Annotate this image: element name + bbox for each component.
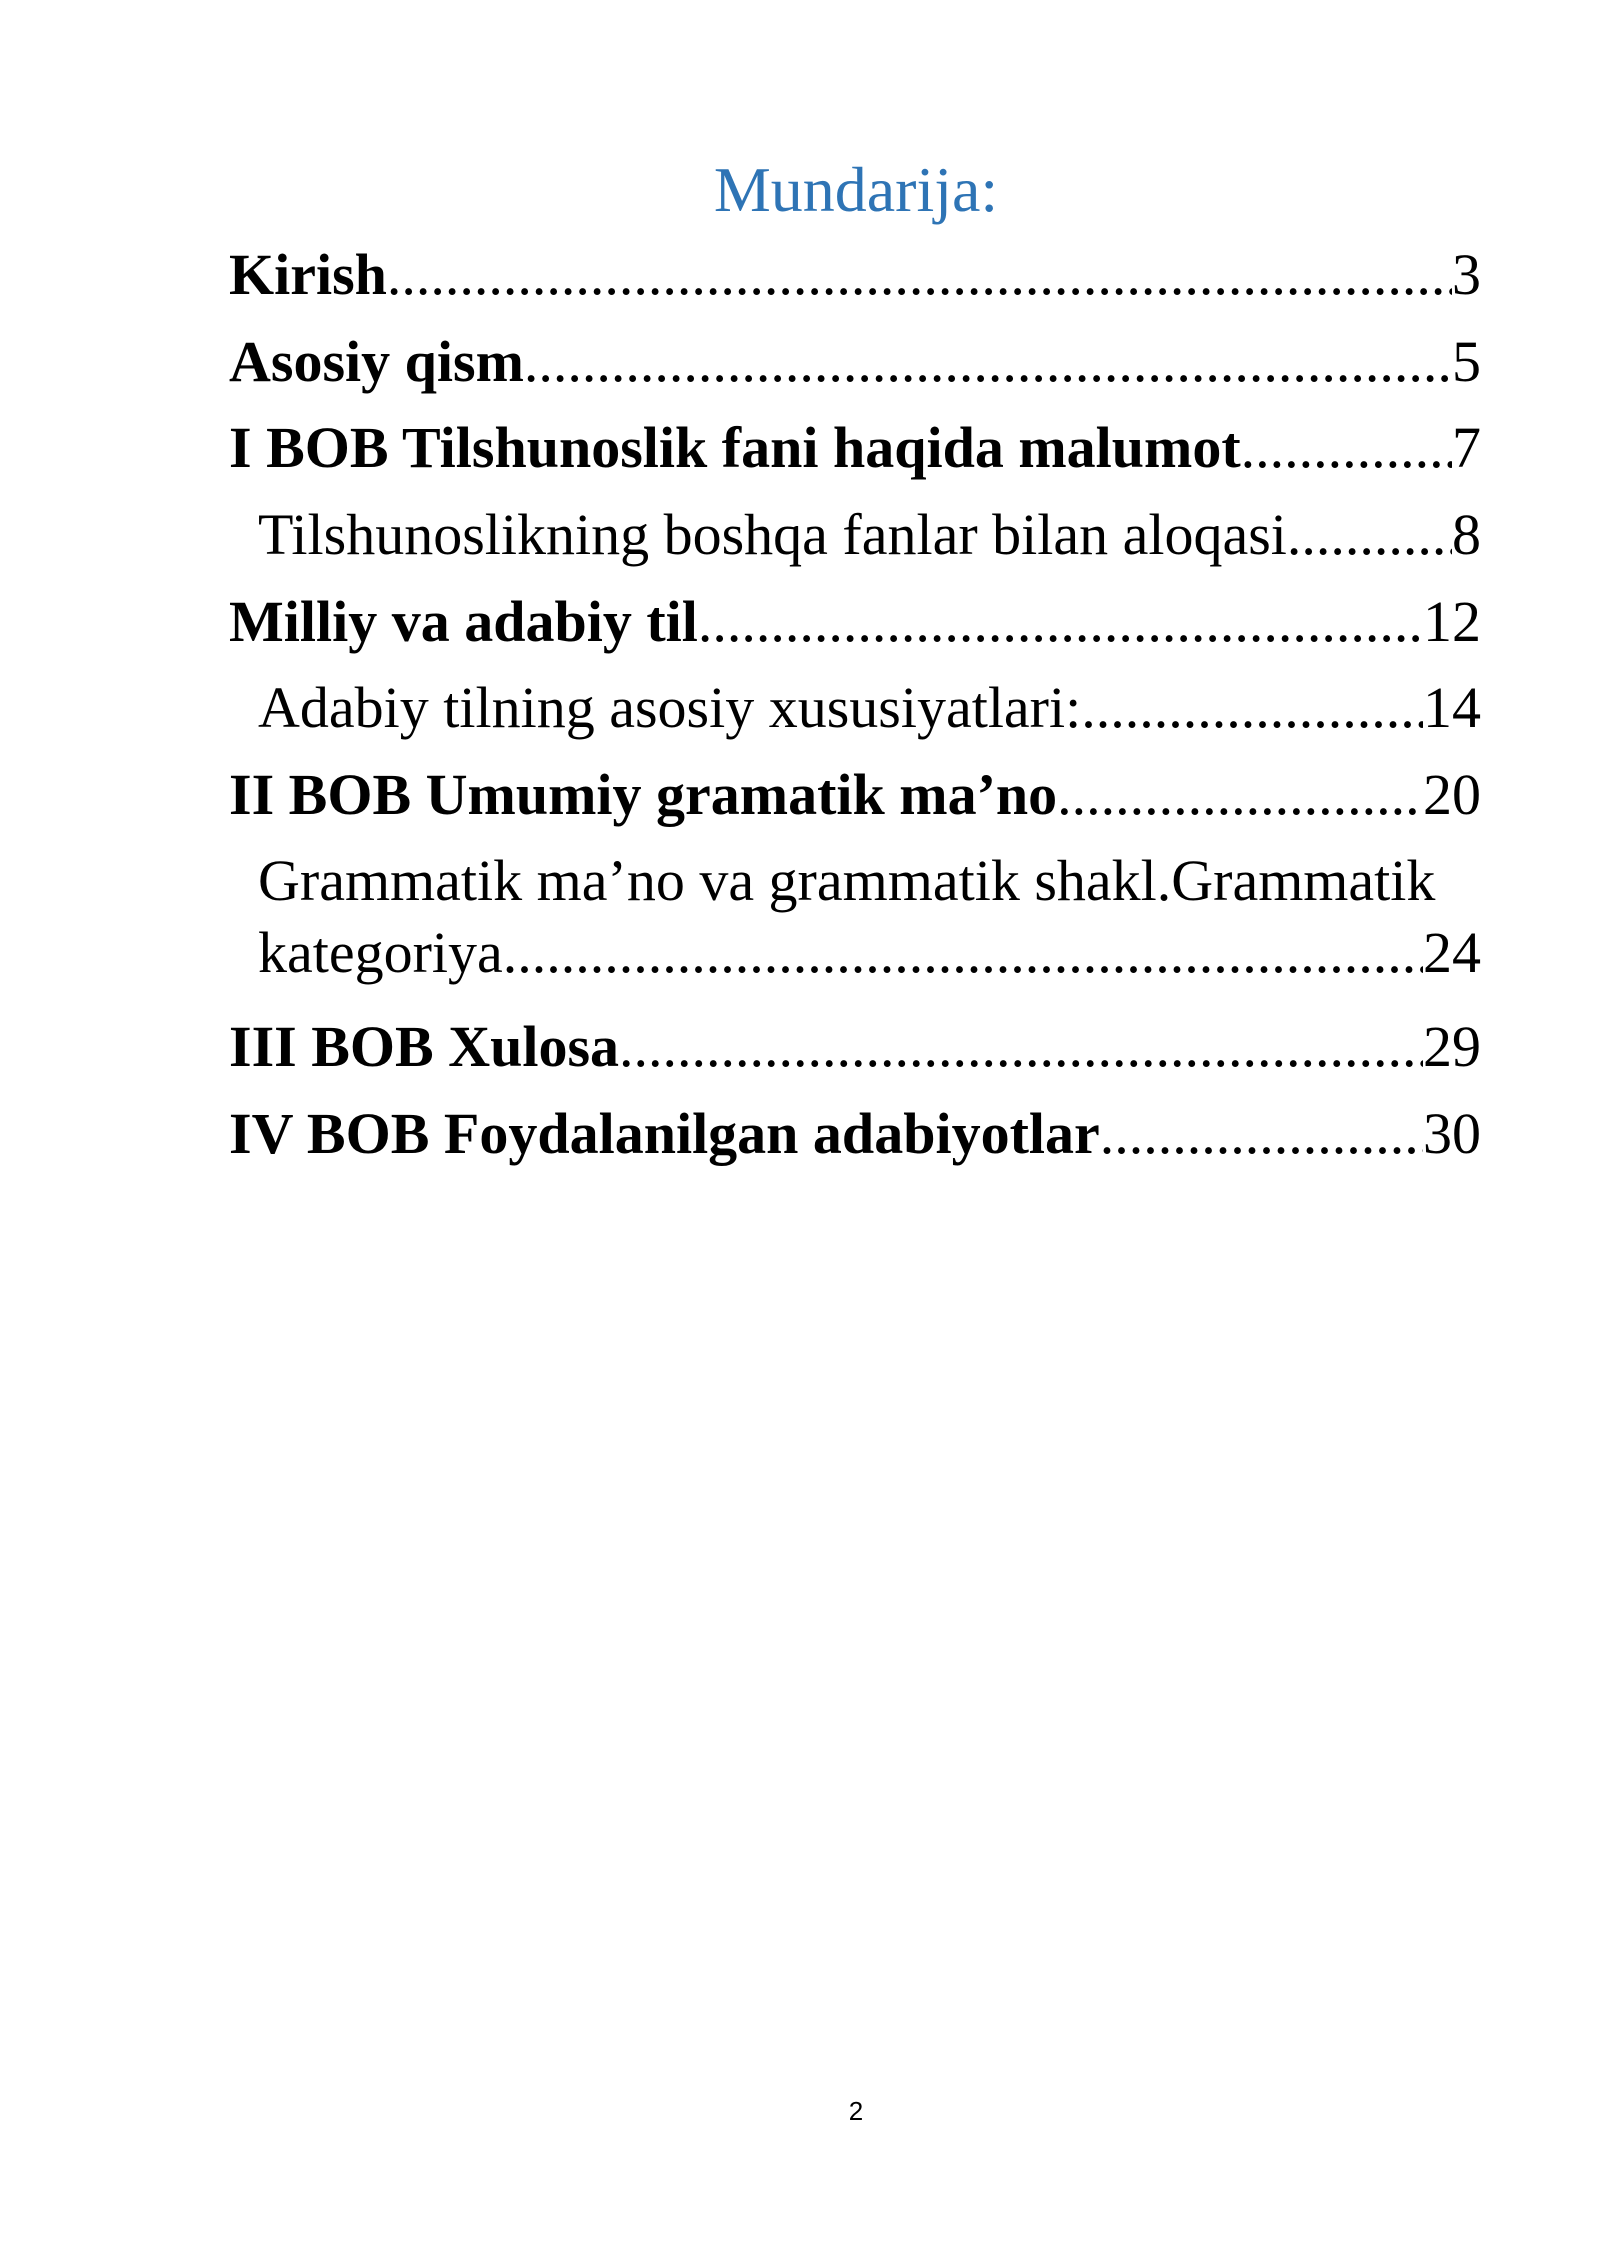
toc-entry-page: 29 (1423, 1013, 1481, 1079)
toc-dot-leader (387, 232, 1452, 319)
toc-entry-iv-bob[interactable] (229, 1091, 1481, 1178)
toc-dot-leader (503, 917, 1423, 989)
toc-entry-milliy-adabiy-til[interactable] (229, 579, 1481, 666)
toc-entry-page: 30 (1423, 1100, 1481, 1166)
toc-entry-page: 20 (1423, 762, 1481, 828)
toc-entry-ii-bob[interactable] (229, 752, 1481, 839)
toc-entry-page: 8 (1452, 502, 1481, 568)
toc-entry-label: IV BOB Foydalanilgan adabiyotlar (229, 1100, 1100, 1166)
toc-dot-leader (524, 319, 1452, 406)
toc-entry-label: III BOB Xulosa (229, 1013, 620, 1079)
toc-entry-label: I BOB Tilshunoslik fani haqida malumot (229, 415, 1241, 481)
toc-entry-label: Kirish (229, 242, 387, 307)
toc-entry-page: 5 (1452, 328, 1481, 394)
toc-entry-label-line2: kategoriya (258, 919, 503, 985)
toc-dot-leader (1057, 752, 1423, 839)
toc-entry-page: 14 (1423, 675, 1481, 741)
toc-dot-leader (1241, 405, 1452, 492)
toc-entry-page: 3 (1452, 242, 1481, 307)
toc-dot-leader (1100, 1091, 1423, 1178)
toc-entry-grammatik-kategoriya[interactable] (229, 839, 1481, 1004)
toc-entry-asosiy-qism[interactable] (229, 319, 1481, 406)
toc-entry-page: 24 (1423, 919, 1481, 985)
toc-entry-label-line1: Grammatik ma’no va grammatik shakl.Grammatik (258, 847, 1436, 913)
toc-dot-leader (619, 1004, 1423, 1091)
toc-entry-page: 7 (1452, 415, 1481, 481)
toc-title: Mundarija: (713, 154, 999, 225)
toc-entry-i-bob[interactable] (229, 405, 1481, 492)
page-number: 2 (848, 2096, 864, 2126)
table-of-contents (229, 232, 1481, 1177)
toc-entry-label: Asosiy qism (229, 328, 524, 394)
toc-entry-iii-bob[interactable] (229, 1004, 1481, 1091)
toc-entry-line2 (258, 917, 1481, 989)
toc-entry-label: II BOB Umumiy gramatik ma’no (229, 762, 1058, 828)
toc-entry-label: Adabiy tilning asosiy xususiyatlari: (258, 675, 1082, 741)
toc-entry-label: Milliy va adabiy til (229, 588, 698, 654)
toc-dot-leader (1287, 492, 1452, 579)
toc-entry-kirish[interactable] (229, 232, 1481, 319)
toc-dot-leader (698, 579, 1423, 666)
toc-entry-label: Tilshunoslikning boshqa fanlar bilan aloqasi (258, 502, 1287, 568)
toc-entry-tilshunoslik-aloqasi[interactable] (229, 492, 1481, 579)
toc-entry-adabiy-til-xususiyatlari[interactable] (229, 665, 1481, 752)
toc-entry-page: 12 (1423, 588, 1481, 654)
toc-dot-leader (1081, 665, 1423, 752)
